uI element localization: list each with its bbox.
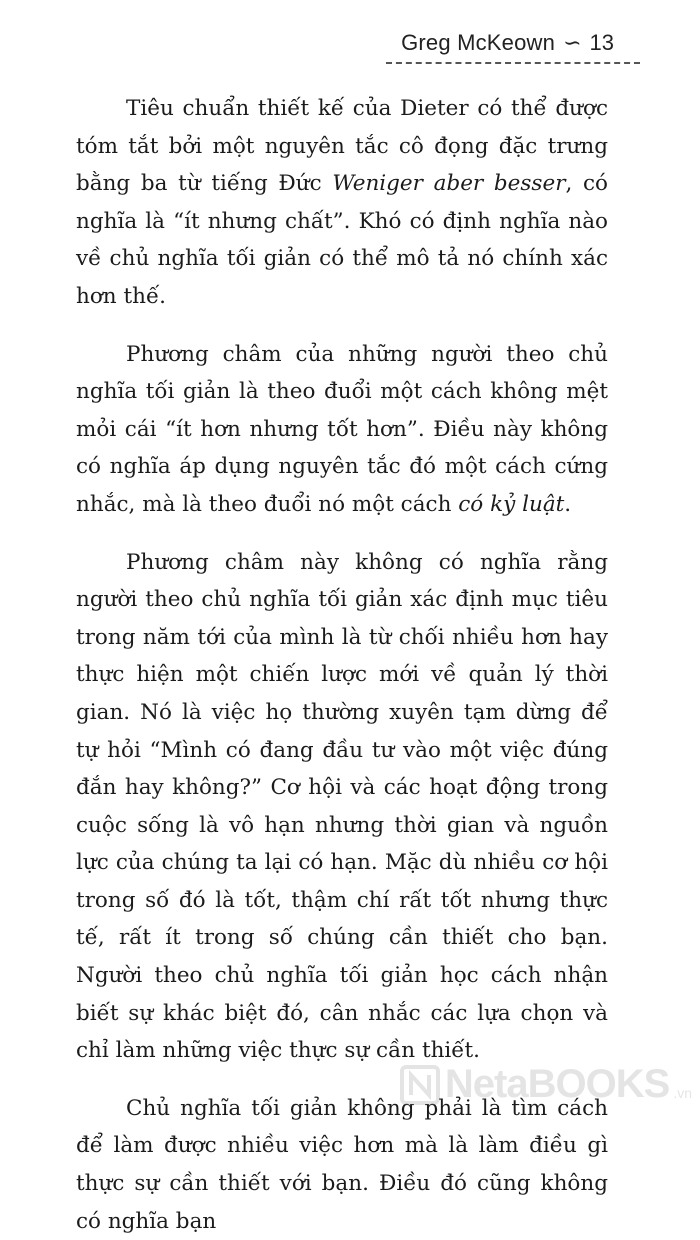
paragraph	[76, 1090, 608, 1240]
running-head	[401, 30, 614, 56]
header-ornament-icon: ∽	[563, 31, 582, 56]
paragraph	[76, 90, 608, 316]
page-number: 13	[589, 30, 614, 55]
watermark-brand: NetaBOOKS	[444, 1062, 670, 1106]
header-dashed-rule	[386, 62, 640, 64]
text-run: , có nghĩa là “ít nhưng chất”. Khó có định nghĩa nào về chủ nghĩa tối giản có thể mô tả nó chính xác hơn thế.	[76, 171, 609, 309]
watermark-suffix: .vn	[673, 1085, 692, 1101]
italic-phrase: Weniger aber besser	[332, 171, 566, 197]
text-run: Phương châm của những người theo chủ nghĩa tối giản là theo đuổi một cách không mệt mỏi cái “ít hơn nhưng tốt hơn”. Điều này không có nghĩa áp dụng nguyên tắc đó một cách cứng nhắc, mà là theo đuổi nó một cách	[76, 341, 608, 517]
text-run: Chủ nghĩa tối giản không phải là tìm cách để làm được nhiều việc hơn mà là làm điều gì thực sự cần thiết với bạn. Điều đó cũng không có nghĩa bạn	[76, 1095, 608, 1234]
watermark	[399, 1062, 692, 1107]
paragraph	[76, 336, 608, 524]
paragraph	[76, 544, 608, 1070]
text-run: Phương châm này không có nghĩa rằng người theo chủ nghĩa tối giản xác định mục tiêu trong năm tới của mình là từ chối nhiều hơn hay thực hiện một chiến lược mới về quản lý thời gian. Nó là việc họ thường xuyên tạm dừng để tự hỏi “Mình có đang đầu tư vào một việc đúng đắn hay không?” Cơ hội và các hoạt động trong cuộc sống là vô hạn nhưng thời gian và nguồn lực của chúng ta lại có hạn. Mặc dù nhiều cơ hội trong số đó là tốt, thậm chí rất tốt nhưng thực tế, rất ít trong số chúng cần thiết cho bạn. Người theo chủ nghĩa tối giản học cách nhận biết sự khác biệt đó, cân nhắc các lựa chọn và chỉ làm những việc thực sự cần thiết.	[76, 549, 608, 1064]
italic-phrase: có kỷ luật	[458, 491, 565, 517]
header-author: Greg McKeown	[401, 30, 556, 55]
text-run: .	[564, 491, 572, 517]
neta-logo-icon	[399, 1064, 441, 1106]
text-run: Tiêu chuẩn thiết kế của Dieter có thể được tóm tắt bởi một nguyên tắc cô đọng đặc trưng bằng ba từ tiếng Đức	[76, 96, 608, 197]
